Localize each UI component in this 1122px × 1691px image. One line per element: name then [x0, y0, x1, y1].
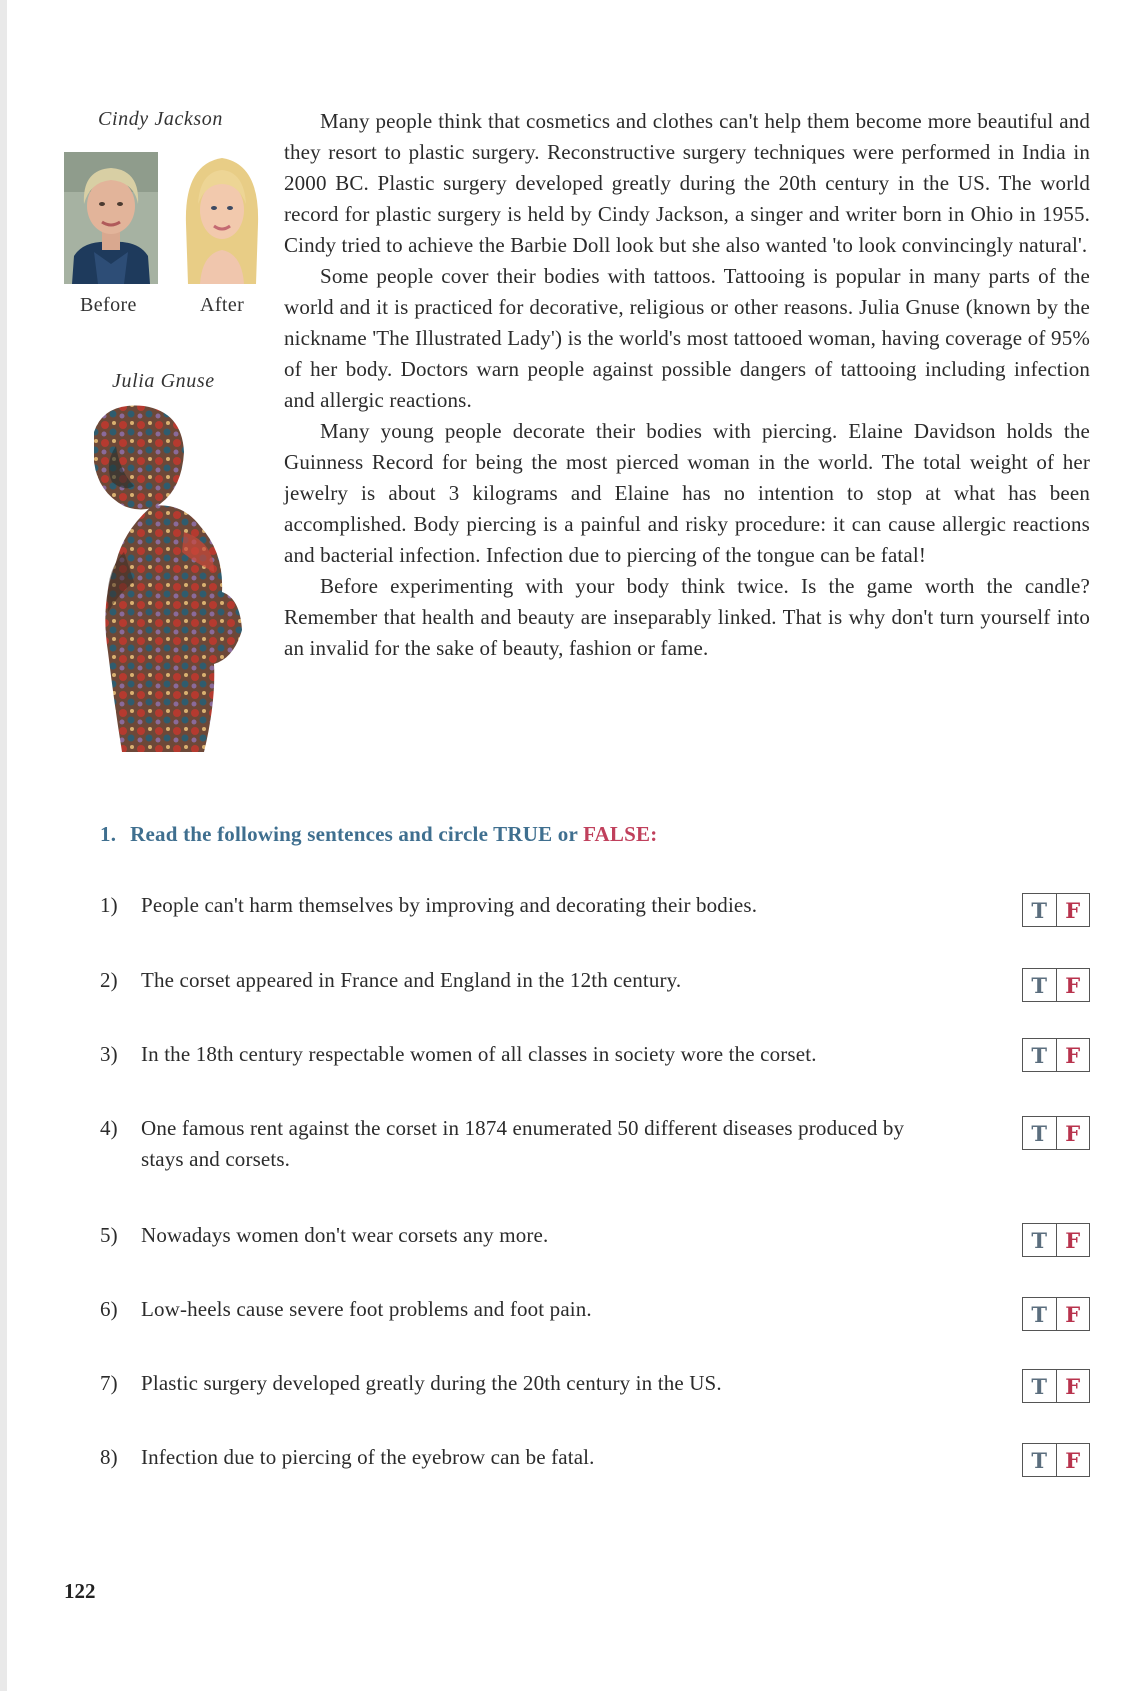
item-text: The corset appeared in France and England in the 12th century.	[141, 968, 682, 992]
true-false-box	[1022, 1116, 1090, 1150]
item-text: In the 18th century respectable women of all classes in society wore the corset.	[141, 1042, 817, 1066]
article-paragraph: Some people cover their bodies with tattoos. Tattooing is popular in many parts of the world and it is practiced for decorative, religious or other reasons. Julia Gnuse (known by the nickname 'The Illustrated Lady') is the world's most tattooed woman, having coverage of 95% of her body. Doctors warn people against possible dangers of tattooing including infection and allergic reactions.	[284, 264, 1090, 412]
article-body	[284, 106, 1090, 664]
true-option[interactable]: T	[1023, 1224, 1057, 1256]
item-text: Low-heels cause severe foot problems and foot pain.	[141, 1297, 592, 1321]
item-text: People can't harm themselves by improving and decorating their bodies.	[141, 893, 758, 917]
exercise-item	[100, 1294, 980, 1325]
true-option[interactable]: T	[1023, 969, 1057, 1001]
true-option[interactable]: T	[1023, 1370, 1057, 1402]
true-option[interactable]: T	[1023, 1444, 1057, 1476]
item-text: Plastic surgery developed greatly during the 20th century in the US.	[141, 1371, 722, 1395]
true-false-box	[1022, 1443, 1090, 1477]
item-number: 1)	[100, 893, 118, 917]
cindy-jackson-caption: Cindy Jackson	[98, 108, 223, 130]
before-label: Before	[80, 294, 137, 316]
true-false-box	[1022, 1369, 1090, 1403]
item-number: 3)	[100, 1042, 118, 1066]
true-false-box	[1022, 893, 1090, 927]
false-option[interactable]: F	[1065, 1120, 1081, 1146]
article-paragraph: Before experimenting with your body think twice. Is the game worth the candle? Remember that health and beauty are inseparably linked. That is why don't turn yourself into an invalid for the sake of beauty, fashion or fame.	[284, 574, 1090, 660]
false-option[interactable]: F	[1065, 1373, 1081, 1399]
article-paragraph: Many young people decorate their bodies with piercing. Elaine Davidson holds the Guinness Record for being the most pierced woman in the world. The total weight of her jewelry is about 3 kilograms and Elaine has no intention to stop at what has been accomplished. Body piercing is a painful and risky procedure: it can cause allergic reactions and bacterial infection. Infection due to piercing of the tongue can be fatal!	[284, 419, 1090, 567]
false-option[interactable]: F	[1065, 1227, 1081, 1253]
page-edge	[0, 0, 7, 1691]
exercise-item	[100, 965, 980, 996]
exercise-instruction: Read the following sentences and circle TRUE or	[130, 822, 584, 846]
item-number: 7)	[100, 1371, 118, 1395]
julia-gnuse-caption: Julia Gnuse	[112, 370, 215, 392]
exercise-item	[100, 1368, 980, 1399]
article-paragraph: Many people think that cosmetics and clothes can't help them become more beautiful and they resort to plastic surgery. Reconstructive surgery techniques were performed in India in 2000 BC. Plastic surgery developed greatly during the 20th century in the US. The world record for plastic surgery is held by Cindy Jackson, a singer and writer born in Ohio in 1955. Cindy tried to achieve the Barbie Doll look but she also wanted 'to look convincingly natural'.	[284, 109, 1090, 257]
true-false-box	[1022, 1297, 1090, 1331]
true-false-box	[1022, 968, 1090, 1002]
after-label: After	[200, 294, 245, 316]
true-option[interactable]: T	[1023, 1298, 1057, 1330]
item-number: 6)	[100, 1297, 118, 1321]
item-text: Infection due to piercing of the eyebrow can be fatal.	[141, 1445, 595, 1469]
item-text: Nowadays women don't wear corsets any more.	[141, 1223, 549, 1247]
exercise-item	[100, 1220, 980, 1251]
julia-gnuse-photo	[64, 402, 256, 754]
item-number: 8)	[100, 1445, 118, 1469]
exercise-item	[100, 1442, 980, 1473]
item-text: One famous rent against the corset in 1874 enumerated 50 different diseases produced by stays and corsets.	[141, 1116, 905, 1171]
page-number: 122	[64, 1579, 96, 1603]
exercise-heading	[100, 822, 657, 847]
cindy-after-photo	[178, 144, 266, 284]
exercise-number: 1.	[100, 822, 117, 846]
exercise-false-word: FALSE:	[583, 822, 658, 846]
true-option[interactable]: T	[1023, 1117, 1057, 1149]
exercise-item	[100, 1113, 980, 1175]
true-option[interactable]: T	[1023, 894, 1057, 926]
false-option[interactable]: F	[1065, 1042, 1081, 1068]
item-number: 2)	[100, 968, 118, 992]
exercise-item	[100, 1039, 980, 1070]
false-option[interactable]: F	[1065, 1301, 1081, 1327]
true-option[interactable]: T	[1023, 1039, 1057, 1071]
item-number: 5)	[100, 1223, 118, 1247]
exercise-item	[100, 890, 980, 921]
true-false-box	[1022, 1223, 1090, 1257]
true-false-box	[1022, 1038, 1090, 1072]
item-number: 4)	[100, 1116, 118, 1140]
false-option[interactable]: F	[1065, 897, 1081, 923]
false-option[interactable]: F	[1065, 1447, 1081, 1473]
false-option[interactable]: F	[1065, 972, 1081, 998]
cindy-before-photo	[64, 152, 158, 284]
